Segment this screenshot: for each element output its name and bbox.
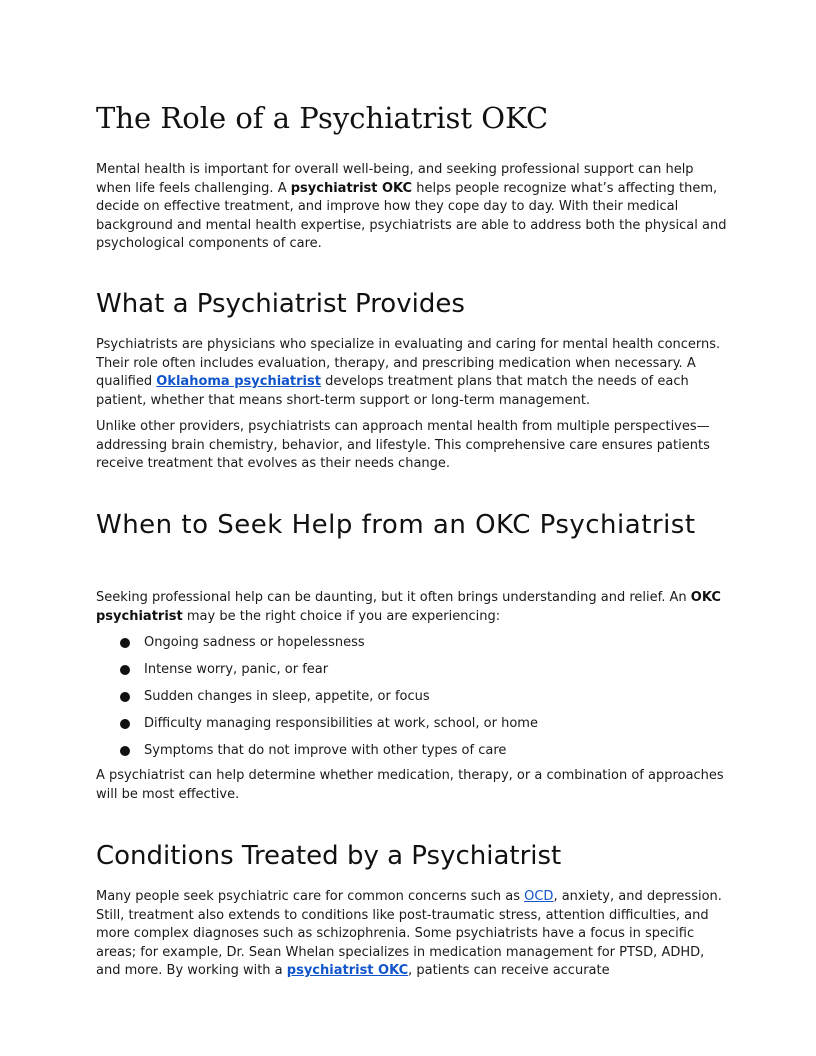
- bullet-icon: [120, 665, 130, 675]
- psychiatrist-okc-link[interactable]: psychiatrist OKC: [286, 963, 409, 978]
- list-item-text: Intense worry, panic, or fear: [144, 662, 329, 677]
- list-item: [96, 634, 728, 661]
- seek-text-continued: may be the right choice if you are experiencing:: [182, 608, 501, 624]
- page-title: The Role of a Psychiatrist OKC: [96, 101, 549, 135]
- conditions-text-continued: , anxiety, and depression. Still, treatment also extends to conditions like post-traumatic stress, attention difficulties, and more complex diagnoses such as schizophrenia. Some psychiatrists have a focus in specific areas; for example, Dr. Sean Whelan specializes in medication management for PTSD, ADHD, and more. By working with a: [96, 889, 722, 978]
- conditions-paragraph: [96, 888, 728, 981]
- ocd-link[interactable]: OCD: [524, 889, 554, 904]
- seek-paragraph-2: A psychiatrist can help determine whether medication, therapy, or a combination of approaches will be most effective.: [96, 768, 724, 802]
- conditions-text-end: , patients can receive accurate: [408, 963, 610, 978]
- list-item: [96, 742, 728, 769]
- list-item-text: Difficulty managing responsibilities at work, school, or home: [144, 716, 538, 731]
- provides-text-continued: develops treatment plans that match the needs of each patient, whether that means short-term support or long-term management.: [96, 374, 689, 408]
- provides-text: Psychiatrists are physicians who specialize in evaluating and caring for mental health concerns. Their role often includes evaluation, therapy, and prescribing medication when necessary. A qualified: [96, 337, 721, 389]
- intro-bold-keyword: psychiatrist OKC: [290, 180, 413, 196]
- heading-when-to-seek-help: When to Seek Help from an OKC Psychiatrist: [96, 510, 696, 540]
- intro-text-continued: helps people recognize what’s affecting them, decide on effective treatment, and improve how they cope day to day. With their medical background and mental health expertise, psychiatrists are able to address both the physical and psychological components of care.: [96, 180, 727, 251]
- seek-paragraph-1: [96, 589, 728, 626]
- oklahoma-psychiatrist-link[interactable]: Oklahoma psychiatrist: [156, 374, 321, 389]
- intro-paragraph: [96, 161, 728, 254]
- seek-bold-keyword: OKC psychiatrist: [96, 590, 721, 624]
- heading-conditions-treated: Conditions Treated by a Psychiatrist: [96, 841, 562, 871]
- heading-what-psychiatrist-provides: What a Psychiatrist Provides: [96, 289, 465, 319]
- seek-text: Seeking professional help can be daunting, but it often brings understanding and relief. An: [96, 590, 691, 605]
- bullet-icon: [120, 719, 130, 729]
- list-item-text: Sudden changes in sleep, appetite, or focus: [144, 689, 430, 704]
- conditions-text: Many people seek psychiatric care for common concerns such as: [96, 889, 525, 904]
- bullet-icon: [120, 692, 130, 702]
- provides-paragraph-2: Unlike other providers, psychiatrists can approach mental health from multiple perspectives—addressing brain chemistry, behavior, and lifestyle. This comprehensive care ensures patients receive treatment that evolves as their needs change.: [96, 419, 710, 471]
- intro-text: Mental health is important for overall well-being, and seeking professional support can help when life feels challenging. A: [96, 162, 694, 196]
- bullet-icon: [120, 638, 130, 648]
- list-item-text: Symptoms that do not improve with other types of care: [144, 743, 507, 758]
- symptom-list: [96, 634, 728, 769]
- provides-paragraph-1: [96, 336, 728, 410]
- list-item-text: Ongoing sadness or hopelessness: [144, 635, 365, 650]
- list-item: [96, 688, 728, 715]
- bullet-icon: [120, 746, 130, 756]
- list-item: [96, 661, 728, 688]
- list-item: [96, 715, 728, 742]
